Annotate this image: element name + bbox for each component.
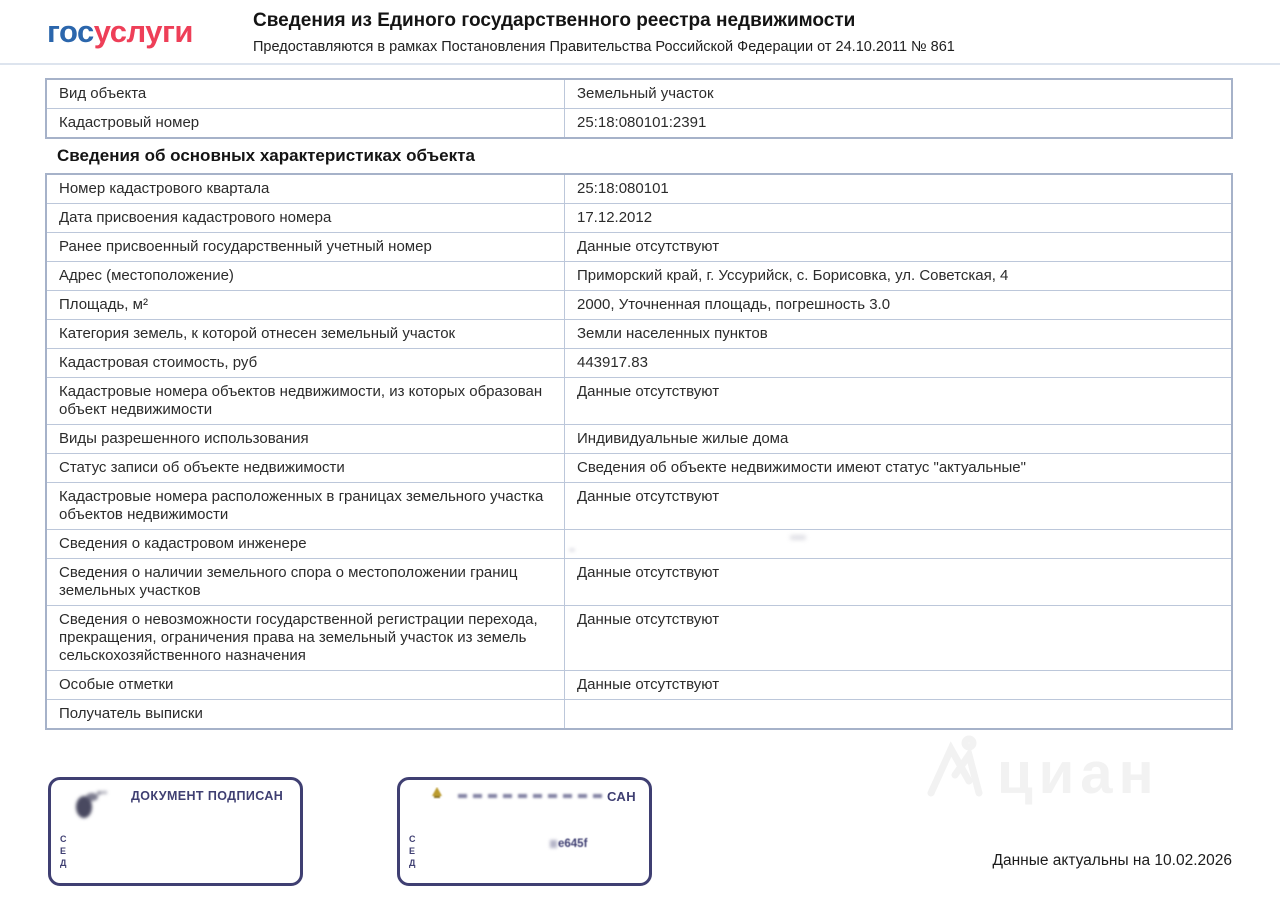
table-row [47, 175, 1231, 203]
redaction-smudge [550, 840, 557, 848]
main-characteristics-table [45, 173, 1233, 730]
signature-stamp-1 [48, 777, 303, 886]
section-title: Сведения об основных характеристиках объекта [57, 146, 475, 165]
row-label: Кадастровый номер [47, 109, 565, 137]
redaction-smudge [569, 548, 575, 552]
table-row [47, 108, 1231, 137]
page-title: Сведения из Единого государственного реестра недвижимости [253, 10, 856, 31]
header-text-block [253, 9, 1213, 56]
stamp-title: ДОКУМЕНТ ПОДПИСАН [131, 789, 284, 803]
initial-letter: С [60, 834, 67, 844]
row-label: Вид объекта [47, 80, 565, 108]
row-label: Сведения о невозможности государственной регистрации перехода, прекращения, ограничения права на земельный участок из земель сельскохозяйственного назначения [47, 606, 565, 670]
stamp-title-fragment: САН [606, 789, 636, 804]
row-label: Получатель выписки [47, 700, 565, 728]
row-label: Кадастровая стоимость, руб [47, 349, 565, 377]
row-label: Адрес (местоположение) [47, 262, 565, 290]
redacted-title-dashes [458, 794, 604, 798]
row-value: Данные отсутствуют [577, 488, 720, 505]
row-value: Данные отсутствуют [577, 564, 720, 581]
row-value: Сведения об объекте недвижимости имеют статус "актуальные" [577, 459, 1026, 476]
stamp-redacted-line-initials [409, 833, 416, 869]
initial-letter: Е [60, 846, 67, 856]
row-value: Земли населенных пунктов [577, 325, 768, 342]
initial-letter: Д [60, 858, 67, 868]
row-label: Особые отметки [47, 671, 565, 699]
cian-watermark [925, 735, 1160, 811]
row-label: Статус записи об объекте недвижимости [47, 454, 565, 482]
row-label: Ранее присвоенный государственный учетный номер [47, 233, 565, 261]
row-value: Данные отсутствуют [577, 238, 720, 255]
row-label: Кадастровые номера расположенных в границах земельного участка объектов недвижимости [47, 483, 565, 529]
initial-letter: С [409, 834, 416, 844]
row-value: 443917.83 [577, 354, 648, 371]
gosuslugi-logo-part-red: услуги [93, 14, 193, 49]
table-row [47, 290, 1231, 319]
row-value [565, 700, 1231, 728]
house-icon [925, 735, 983, 811]
table-row [47, 558, 1231, 605]
gosuslugi-logo [47, 14, 193, 50]
row-label: Сведения о кадастровом инженере [47, 530, 565, 558]
row-value: 25:18:080101 [577, 180, 669, 197]
table-row [47, 232, 1231, 261]
object-summary-table [45, 78, 1233, 139]
row-label: Номер кадастрового квартала [47, 175, 565, 203]
row-value: 2000, Уточненная площадь, погрешность 3.0 [577, 296, 891, 313]
stamp-redacted-line-initials [60, 833, 67, 869]
gosuslugi-logo-part-blue: гос [47, 14, 94, 49]
table-row [47, 261, 1231, 290]
header-divider [0, 63, 1280, 65]
initial-letter: Д [409, 858, 416, 868]
row-label: Дата присвоения кадастрового номера [47, 204, 565, 232]
row-value-redacted [565, 530, 1231, 558]
row-label: Площадь, м² [47, 291, 565, 319]
table-row [47, 699, 1231, 728]
certificate-code-fragment: e645f [558, 838, 588, 850]
actuality-note: Данные актуальны на 10.02.2026 [992, 852, 1232, 869]
table-row [47, 670, 1231, 699]
row-label: Виды разрешенного использования [47, 425, 565, 453]
row-value: 17.12.2012 [577, 209, 653, 226]
table-row [47, 605, 1231, 670]
row-label: Категория земель, к которой отнесен земельный участок [47, 320, 565, 348]
coat-of-arms-icon [71, 784, 111, 829]
table-row [47, 453, 1231, 482]
signature-stamp-2 [397, 777, 652, 886]
table-row [47, 203, 1231, 232]
table-row [47, 319, 1231, 348]
row-value: Приморский край, г. Уссурийск, с. Борисовка, ул. Советская, 4 [577, 267, 1009, 284]
row-value: Данные отсутствуют [577, 383, 720, 400]
row-value: Данные отсутствуют [577, 611, 720, 628]
row-value: Данные отсутствуют [577, 676, 720, 693]
table-row-cadastral-engineer [47, 529, 1231, 558]
table-row [47, 424, 1231, 453]
initial-letter: Е [409, 846, 416, 856]
row-value: Земельный участок [577, 85, 714, 102]
watermark-text: циан [997, 740, 1160, 806]
row-value: Индивидуальные жилые дома [577, 430, 789, 447]
gold-emblem-icon [430, 786, 444, 804]
row-label: Кадастровые номера объектов недвижимости, из которых образован объект недвижимости [47, 378, 565, 424]
row-label: Сведения о наличии земельного спора о местоположении границ земельных участков [47, 559, 565, 605]
table-row [47, 80, 1231, 108]
table-row [47, 377, 1231, 424]
table-row [47, 348, 1231, 377]
redaction-smudge [790, 535, 806, 540]
page-subtitle: Предоставляются в рамках Постановления Правительства Российской Федерации от 24.10.2011 № 861 [253, 39, 955, 55]
row-value: 25:18:080101:2391 [577, 114, 707, 131]
table-row [47, 482, 1231, 529]
